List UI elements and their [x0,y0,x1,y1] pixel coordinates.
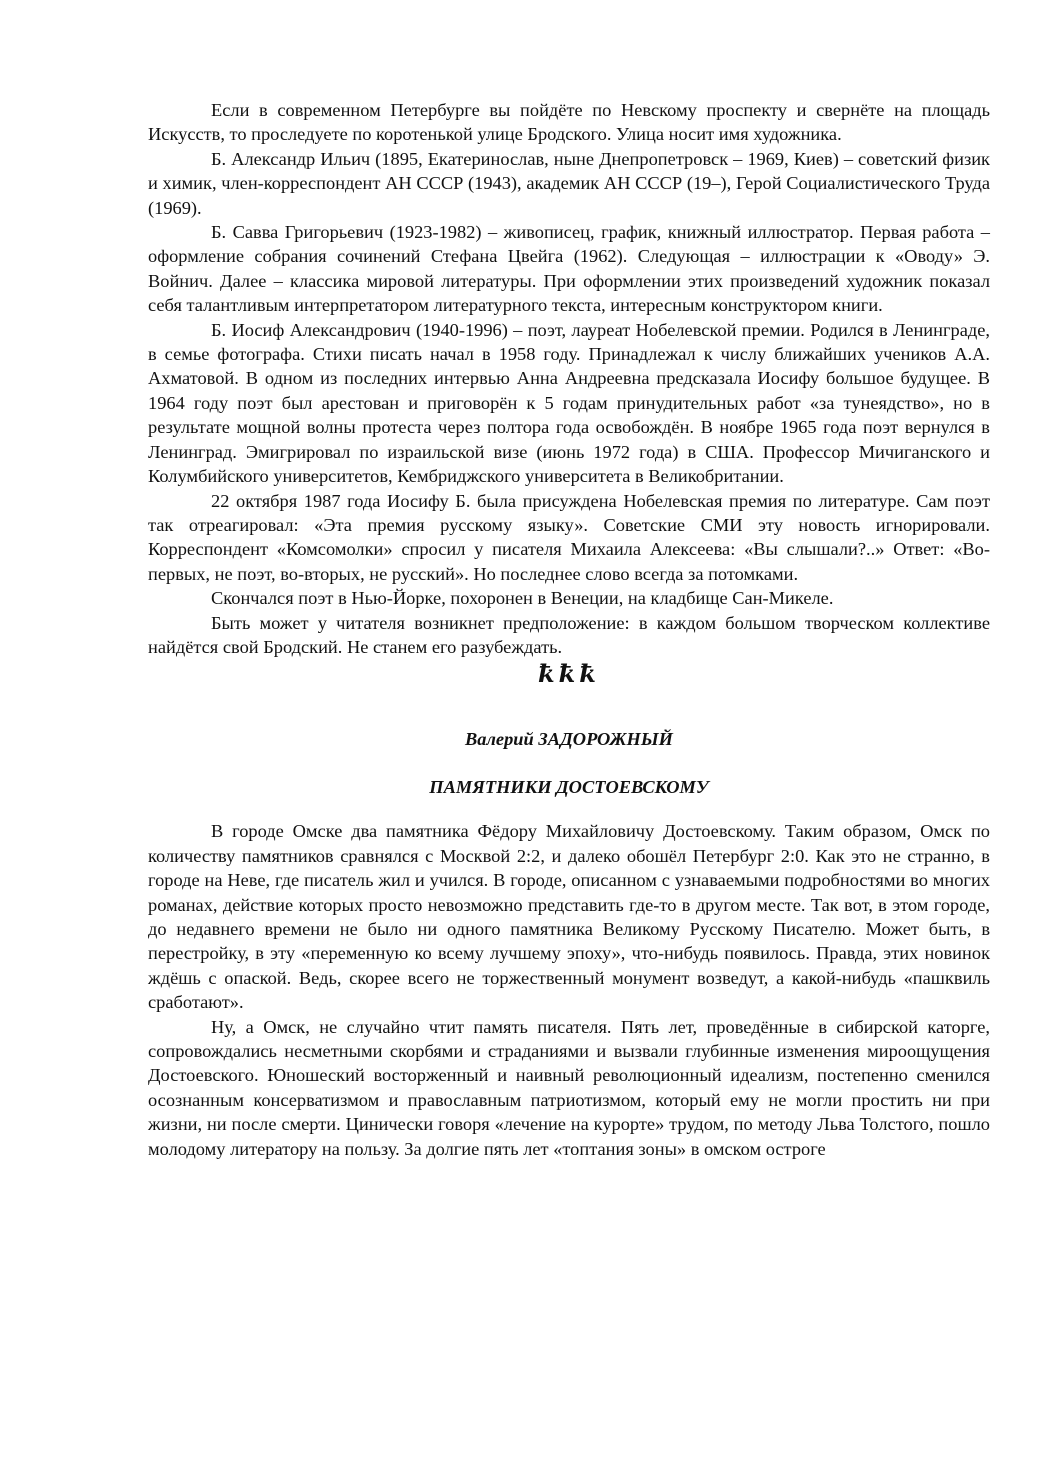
section-divider-ornament: ꝁꝁꝁ [538,662,600,689]
paragraph: Скончался поэт в Нью-Йорке, похоронен в Венеции, на кладбище Сан-Микеле. [211,588,834,609]
paragraph: Б. Александр Ильич (1895, Екатеринослав, ныне Днепропетровск – 1969, Киев) – советский физик и химик, член-корреспондент АН СССР (1943), академик АН СССР (19–), Герой Социалистического Труда (1969). [148,148,990,218]
paragraph: Ну, а Омск, не случайно чтит память писателя. Пять лет, проведённые в сибирской каторге, сопровождались несметными скорбями и страданиями и вызвали глубинные изменения мироощущения Достоевского. Юношеский восторженный и наивный революционный идеализм, постепенно сменился осознанным консерватизмом и православным патриотизмом, который ему не могли простить ни при жизни, ни после смерти. Цинически говоря «лечение на курорте» трудом, по методу Льва Толстого, пошло молодому литератору на пользу. За долгие пять лет «топтания зоны» в омском остроге [148,1016,990,1159]
paragraph: Б. Иосиф Александрович (1940-1996) – поэт, лауреат Нобелевской премии. Родился в Ленинграде, в семье фотографа. Стихи писать начал в 1958 году. Принадлежал к числу ближайших учеников А.А. Ахматовой. В одном из последних интервью Анна Андреевна предсказала Иосифу большое будущее. В 1964 году поэт был арестован и приговорён к 5 годам принудительных работ «за тунеядство», но в результате мощной волны протеста через полтора года освобождён. В ноябре 1965 года поэт вернулся в Ленинград. Эмигрировал по израильской визе (июнь 1972 года) в США. Профессор Мичиганского и Колумбийского университетов, Кембриджского университета в Великобритании. [148,319,990,487]
document-page [148,98,990,1161]
paragraph: В городе Омске два памятника Фёдору Михайловичу Достоевскому. Таким образом, Омск по количеству памятников сравнялся с Москвой 2:2, и далеко обошёл Петербург 2:0. Как это не странно, в городе на Неве, где писатель жил и учился. В городе, описанном с узнаваемыми подробностями во многих романах, действие которых просто невозможно представить где-то в другом месте. Так вот, в этом городе, до недавнего времени не было ни одного памятника Великому Русскому Писателю. Может быть, в перестройку, в эту «переменную ко всему лучшему эпоху», что-нибудь появилось. Правда, этих новинок ждёшь с опаской. Ведь, скорее всего не торжественный монумент возведут, а какой-нибудь «пашквиль сработают». [148,821,990,1013]
paragraph: Если в современном Петербурге вы пойдёте по Невскому проспекту и свернёте на площадь Искусств, то проследуете по коротенькой улице Бродского. Улица носит имя художника. [148,100,990,145]
bio-section [148,98,990,659]
article-author: Валерий ЗАДОРОЖНЫЙ [465,729,673,750]
paragraph: Быть может у читателя возникнет предположение: в каждом большом творческом коллективе найдётся свой Бродский. Не станем его разубеждать. [148,612,990,657]
article-body [148,819,990,1161]
article-title: ПАМЯТНИКИ ДОСТОЕВСКОМУ [429,777,709,798]
paragraph: Б. Савва Григорьевич (1923-1982) – живописец, график, книжный иллюстратор. Первая работа – оформление собрания сочинений Стефана Цвейга (1962). Следующая – иллюстрации к «Оводу» Э. Войнич. Далее – классика мировой литературы. При оформлении этих произведений художник показал себя талантливым интерпретатором литературного текста, интересным конструктором книги. [148,222,990,316]
paragraph: 22 октября 1987 года Иосифу Б. была присуждена Нобелевская премия по литературе. Сам поэт так отреагировал: «Эта премия русскому языку». Советские СМИ эту новость игнорировали. Корреспондент «Комсомолки» спросил у писателя Михаила Алексеева: «Вы слышали?..» Ответ: «Во-первых, не поэт, во-вторых, не русский». Но последнее слово всегда за потомками. [148,490,990,584]
